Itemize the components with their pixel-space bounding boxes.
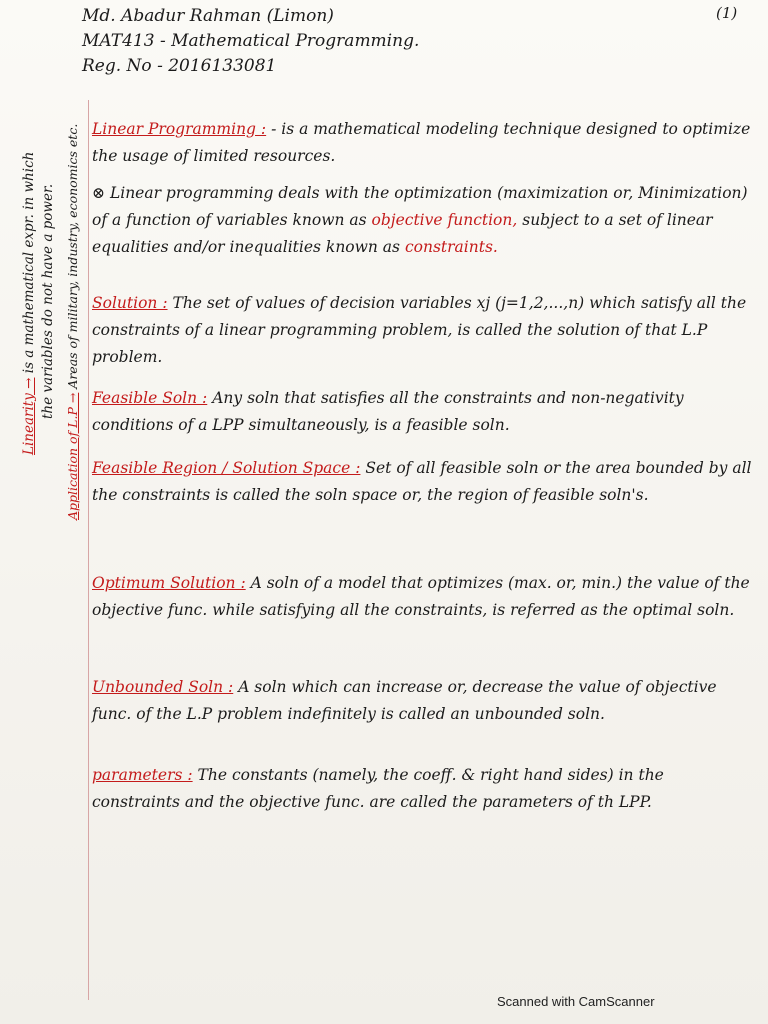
- side-note-application: [64, 124, 81, 520]
- term-optimum-solution: Optimum Solution :: [92, 574, 246, 592]
- term-solution: Solution :: [92, 294, 168, 312]
- definition-optimum-solution: A soln of a model that optimizes (max. or, min.) the value of the objective func. while satisfying all the constraints, is referred as the optimal soln.: [92, 574, 750, 619]
- detail-text-a: Linear programming deals with the optimization (maximization or, Minimization) of a function of variables known as: [92, 184, 748, 229]
- note-unbounded-solution: [92, 674, 752, 728]
- page-header: [82, 4, 419, 79]
- linearity-text-2: the variables do not have a power.: [40, 183, 56, 419]
- term-feasible-solution: Feasible Soln :: [92, 389, 208, 407]
- note-linear-programming-detail: [92, 180, 752, 261]
- course-title: MAT413 - Mathematical Programming.: [82, 31, 420, 51]
- definition-parameters: The constants (namely, the coeff. & right hand sides) in the constraints and the objective func. are called the parameters of th LPP.: [92, 766, 664, 811]
- linearity-label: Linearity →: [21, 377, 37, 455]
- application-text: Areas of military, industry, economics etc.: [65, 123, 80, 389]
- scanner-watermark: Scanned with CamScanner: [497, 994, 655, 1009]
- definition-unbounded-solution: A soln which can increase or, decrease the value of objective func. of the L.P problem indefinitely is called an unbounded soln.: [92, 678, 717, 723]
- note-optimum-solution: [92, 570, 752, 624]
- highlight-objective-function: objective function,: [371, 211, 518, 229]
- note-parameters: [92, 762, 752, 816]
- registration-number: Reg. No - 2016133081: [82, 56, 277, 76]
- page-number: (1): [716, 4, 738, 22]
- definition-feasible-solution: Any soln that satisfies all the constraints and non-negativity conditions of a LPP simultaneously, is a feasible soln.: [92, 389, 684, 434]
- term-unbounded-solution: Unbounded Soln :: [92, 678, 234, 696]
- linearity-text: is a mathematical expr. in which: [21, 151, 37, 374]
- side-note-linearity: [20, 152, 58, 455]
- detail-text-b: subject to a set of linear equalities and/or inequalities known as: [92, 211, 713, 256]
- margin-line: [88, 100, 89, 1000]
- bullet-icon: ⊗: [92, 184, 105, 202]
- highlight-constraints: constraints.: [404, 238, 498, 256]
- note-feasible-solution: [92, 385, 752, 439]
- definition-solution: The set of values of decision variables xj (j=1,2,...,n) which satisfy all the constraints of a linear programming problem, is called the solution of that L.P problem.: [92, 294, 747, 366]
- application-label: Application of L.P →: [65, 392, 80, 520]
- definition-feasible-region: Set of all feasible soln or the area bounded by all the constraints is called the soln space or, the region of feasible soln's.: [92, 459, 752, 504]
- note-feasible-region: [92, 455, 752, 509]
- term-parameters: parameters :: [92, 766, 193, 784]
- definition-linear-programming: - is a mathematical modeling technique designed to optimize the usage of limited resources.: [92, 120, 751, 165]
- term-linear-programming: Linear Programming :: [92, 120, 267, 138]
- note-solution: [92, 290, 752, 371]
- note-linear-programming: [92, 116, 752, 170]
- term-feasible-region: Feasible Region / Solution Space :: [92, 459, 361, 477]
- author-name: Md. Abadur Rahman (Limon): [82, 6, 334, 26]
